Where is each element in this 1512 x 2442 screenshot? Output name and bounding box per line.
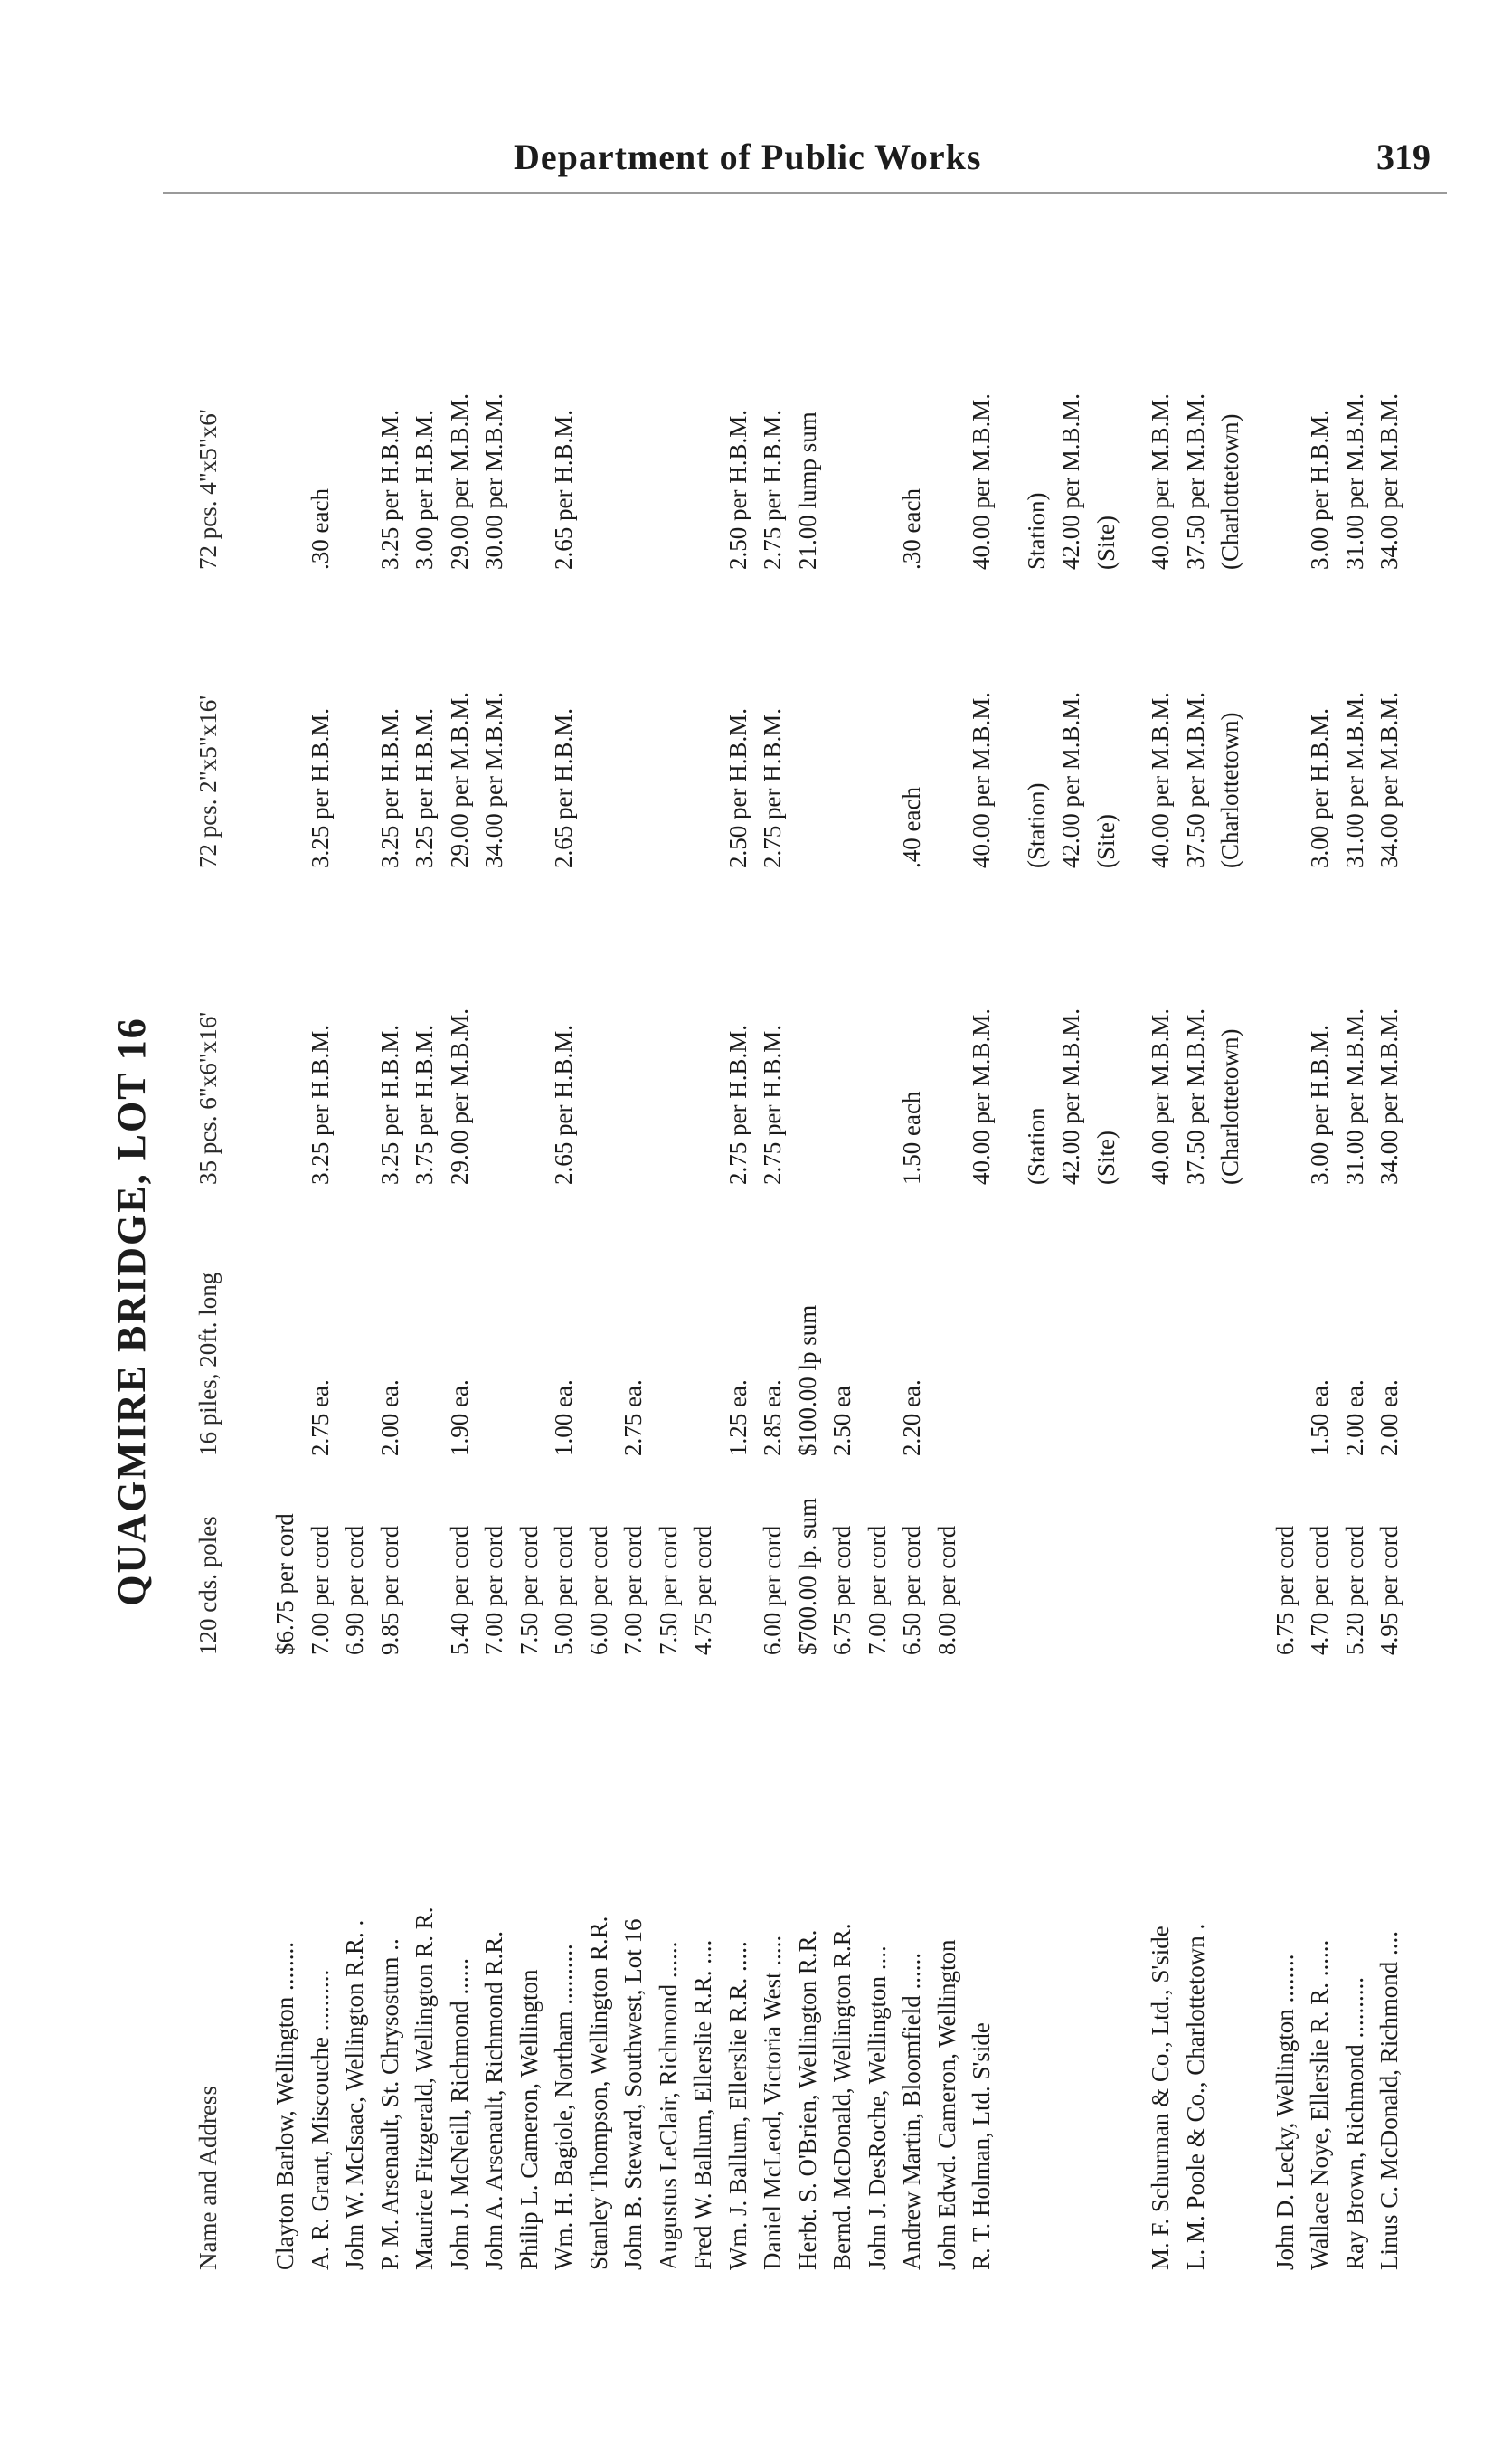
piles-price: 1.50 ea. bbox=[1306, 1379, 1333, 1456]
timber-6x6-price: 31.00 per M.B.M. bbox=[1340, 1008, 1368, 1185]
timber-6x6-price: 2.65 per H.B.M. bbox=[550, 1025, 577, 1185]
column-header-row bbox=[194, 317, 231, 2306]
supplier-name: Stanley Thompson, Wellington R.R. bbox=[584, 1916, 612, 2270]
timber-2x5-price: (Charlottetown) bbox=[1216, 712, 1243, 868]
timber-6x6-price: 1.50 each bbox=[898, 1091, 925, 1185]
poles-price: $700.00 lp. sum bbox=[793, 1497, 821, 1655]
timber-6x6-price: 40.00 per M.B.M. bbox=[968, 1008, 995, 1185]
supplier-name: Augustus LeClair, Richmond ...... bbox=[654, 1941, 682, 2270]
timber-2x5-price: 42.00 per M.B.M. bbox=[1057, 692, 1084, 868]
header-rule bbox=[163, 192, 1447, 194]
poles-price: 4.75 per cord bbox=[689, 1525, 716, 1655]
timber-6x6-price: (Site) bbox=[1091, 1131, 1120, 1185]
table-row bbox=[376, 317, 405, 2306]
timber-2x5-price: (Site) bbox=[1091, 814, 1120, 868]
tender-table-rotated bbox=[109, 317, 1465, 2306]
supplier-name: Fred W. Ballum, Ellerslie R.R. .... bbox=[689, 1939, 716, 2270]
poles-price: 7.00 per cord bbox=[480, 1525, 507, 1655]
supplier-name: John J. McNeill, Richmond ...... bbox=[445, 1958, 473, 2270]
column-header-piles: 16 piles, 20ft. long bbox=[194, 1272, 222, 1456]
timber-2x5-price: 40.00 per M.B.M. bbox=[968, 692, 995, 868]
timber-4x5-price: (Charlottetown) bbox=[1216, 413, 1243, 570]
timber-6x6-price: 29.00 per M.B.M. bbox=[445, 1008, 473, 1185]
timber-6x6-price: 40.00 per M.B.M. bbox=[1147, 1008, 1174, 1185]
table-row bbox=[411, 317, 439, 2306]
timber-4x5-price: 2.65 per H.B.M. bbox=[550, 410, 577, 570]
supplier-name: John B. Steward, Southwest, Lot 16 bbox=[619, 1918, 647, 2270]
table-row bbox=[307, 317, 335, 2306]
timber-4x5-price: 3.00 per H.B.M. bbox=[411, 410, 438, 570]
table-row bbox=[341, 317, 370, 2306]
piles-price: 2.75 ea. bbox=[619, 1379, 647, 1456]
supplier-name: L. M. Poole & Co., Charlottetown . bbox=[1181, 1923, 1209, 2270]
timber-2x5-price: 31.00 per M.B.M. bbox=[1340, 692, 1368, 868]
table-row bbox=[1023, 317, 1052, 2306]
timber-6x6-price: 3.00 per H.B.M. bbox=[1306, 1025, 1333, 1185]
table-row bbox=[1306, 317, 1335, 2306]
timber-6x6-price: (Station bbox=[1022, 1107, 1050, 1185]
poles-price: 6.50 per cord bbox=[898, 1525, 925, 1655]
timber-4x5-price: Station) bbox=[1022, 492, 1050, 570]
supplier-name: Andrew Martin, Bloomfield ...... bbox=[898, 1953, 925, 2270]
timber-4x5-price: 40.00 per M.B.M. bbox=[968, 393, 995, 570]
table-title: QUAGMIRE BRIDGE, LOT 16 bbox=[109, 1017, 154, 1606]
poles-price: 5.20 per cord bbox=[1340, 1525, 1368, 1655]
piles-price: 2.00 ea. bbox=[1340, 1379, 1368, 1456]
timber-2x5-price: 3.25 per H.B.M. bbox=[411, 708, 438, 868]
table-row bbox=[619, 317, 648, 2306]
supplier-name: John A. Arsenault, Richmond R.R. bbox=[480, 1930, 507, 2270]
timber-6x6-price: 42.00 per M.B.M. bbox=[1057, 1008, 1084, 1185]
table-row bbox=[480, 317, 509, 2306]
table-row bbox=[968, 317, 997, 2306]
supplier-name: John W. McIsaac, Wellington R.R. . bbox=[341, 1919, 368, 2270]
column-header-2x5: 72 pcs. 2"x5"x16' bbox=[194, 695, 222, 868]
timber-6x6-price: 2.75 per H.B.M. bbox=[759, 1025, 786, 1185]
timber-6x6-price: 37.50 per M.B.M. bbox=[1181, 1008, 1209, 1185]
supplier-name: Philip L. Cameron, Wellington bbox=[515, 1969, 543, 2270]
poles-price: 7.00 per cord bbox=[619, 1525, 647, 1655]
table-row bbox=[655, 317, 684, 2306]
supplier-name: John D. Lecky, Wellington ........ bbox=[1271, 1954, 1299, 2270]
supplier-name: John Edwd. Cameron, Wellington bbox=[932, 1939, 960, 2270]
timber-6x6-price: 3.25 per H.B.M. bbox=[306, 1025, 334, 1185]
poles-price: 4.95 per cord bbox=[1375, 1525, 1403, 1655]
timber-4x5-price: 31.00 per M.B.M. bbox=[1340, 393, 1368, 570]
timber-4x5-price: (Site) bbox=[1091, 516, 1120, 570]
table-row bbox=[1216, 317, 1245, 2306]
timber-2x5-price: 34.00 per M.B.M. bbox=[480, 692, 507, 868]
supplier-name: P. M. Arsenault, St. Chrysostum .. bbox=[375, 1938, 403, 2270]
timber-2x5-price: (Station) bbox=[1022, 782, 1050, 868]
timber-6x6-price: 3.25 per H.B.M. bbox=[375, 1025, 403, 1185]
piles-price: 1.90 ea. bbox=[445, 1379, 473, 1456]
table-row bbox=[1271, 317, 1300, 2306]
poles-price: 5.40 per cord bbox=[445, 1525, 473, 1655]
timber-4x5-price: .30 each bbox=[898, 488, 925, 570]
timber-4x5-price: 2.75 per H.B.M. bbox=[759, 410, 786, 570]
timber-4x5-price: 29.00 per M.B.M. bbox=[445, 393, 473, 570]
piles-price: 2.50 ea bbox=[828, 1386, 855, 1456]
supplier-name: Daniel McLeod, Victoria West ..... bbox=[759, 1935, 786, 2270]
column-header-poles: 120 cds. poles bbox=[194, 1516, 222, 1655]
column-header-6x6: 35 pcs. 6"x6"x16' bbox=[194, 1011, 222, 1185]
column-header-4x5: 72 pcs. 4"x5"x6' bbox=[194, 409, 222, 570]
poles-price: 7.50 per cord bbox=[654, 1525, 682, 1655]
timber-2x5-price: 2.50 per H.B.M. bbox=[723, 708, 751, 868]
supplier-name: Linus C. McDonald, Richmond .... bbox=[1375, 1931, 1403, 2270]
table-row bbox=[1147, 317, 1176, 2306]
poles-price: $6.75 per cord bbox=[271, 1513, 298, 1655]
timber-4x5-price: 37.50 per M.B.M. bbox=[1181, 393, 1209, 570]
poles-price: 6.00 per cord bbox=[584, 1525, 612, 1655]
table-row bbox=[898, 317, 927, 2306]
supplier-name: Maurice Fitzgerald, Wellington R. R. bbox=[411, 1907, 438, 2270]
piles-price: $100.00 lp sum bbox=[793, 1304, 821, 1456]
poles-price: 7.50 per cord bbox=[515, 1525, 543, 1655]
supplier-name: Herbt. S. O'Brien, Wellington R.R. bbox=[793, 1929, 821, 2270]
timber-2x5-price: 29.00 per M.B.M. bbox=[445, 692, 473, 868]
timber-4x5-price: 34.00 per M.B.M. bbox=[1375, 393, 1403, 570]
piles-price: 2.75 ea. bbox=[306, 1379, 334, 1456]
poles-price: 7.00 per cord bbox=[306, 1525, 334, 1655]
timber-2x5-price: 40.00 per M.B.M. bbox=[1147, 692, 1174, 868]
piles-price: 1.25 ea. bbox=[723, 1379, 751, 1456]
piles-price: 2.85 ea. bbox=[759, 1379, 786, 1456]
supplier-name: Clayton Barlow, Wellington ........ bbox=[271, 1941, 298, 2270]
timber-4x5-price: 30.00 per M.B.M. bbox=[480, 393, 507, 570]
table-row bbox=[271, 317, 300, 2306]
timber-4x5-price: 3.25 per H.B.M. bbox=[375, 410, 403, 570]
poles-price: 9.85 per cord bbox=[375, 1525, 403, 1655]
timber-6x6-price: 3.75 per H.B.M. bbox=[411, 1025, 438, 1185]
timber-4x5-price: 40.00 per M.B.M. bbox=[1147, 393, 1174, 570]
piles-price: 1.00 ea. bbox=[550, 1379, 577, 1456]
timber-2x5-price: 3.25 per H.B.M. bbox=[306, 708, 334, 868]
table-row bbox=[724, 317, 753, 2306]
timber-2x5-price: 2.75 per H.B.M. bbox=[759, 708, 786, 868]
table-row bbox=[550, 317, 579, 2306]
table-row bbox=[794, 317, 823, 2306]
table-row bbox=[1057, 317, 1086, 2306]
poles-price: 5.00 per cord bbox=[550, 1525, 577, 1655]
supplier-name: M. F. Schurman & Co., Ltd., S'side bbox=[1147, 1926, 1174, 2270]
supplier-name: Ray Brown, Richmond .......... bbox=[1340, 1977, 1368, 2270]
supplier-name: Wm. H. Bagiole, Northam .......... bbox=[550, 1944, 577, 2270]
poles-price: 6.75 per cord bbox=[828, 1525, 855, 1655]
piles-price: 2.00 ea. bbox=[1375, 1379, 1403, 1456]
timber-2x5-price: 34.00 per M.B.M. bbox=[1375, 692, 1403, 868]
table-row bbox=[933, 317, 962, 2306]
table-row bbox=[1375, 317, 1404, 2306]
page-header bbox=[0, 136, 1512, 190]
supplier-name: Wm. J. Ballum, Ellerslie R.R. ..... bbox=[723, 1941, 751, 2270]
table-row bbox=[515, 317, 544, 2306]
timber-6x6-price: 2.75 per H.B.M. bbox=[723, 1025, 751, 1185]
timber-4x5-price: 3.00 per H.B.M. bbox=[1306, 410, 1333, 570]
supplier-name: Wallace Noye, Ellerslie R. R. ...... bbox=[1306, 1939, 1333, 2270]
poles-price: 6.75 per cord bbox=[1271, 1525, 1299, 1655]
poles-price: 6.00 per cord bbox=[759, 1525, 786, 1655]
supplier-name: Bernd. McDonald, Wellington R.R. bbox=[828, 1923, 855, 2270]
supplier-name: R. T. Holman, Ltd. S'side bbox=[968, 2022, 995, 2270]
timber-4x5-price: 42.00 per M.B.M. bbox=[1057, 393, 1084, 570]
supplier-name: A. R. Grant, Miscouche .......... bbox=[306, 1969, 334, 2270]
department-heading: Department of Public Works bbox=[514, 137, 982, 177]
timber-4x5-price: 21.00 lump sum bbox=[793, 412, 821, 570]
timber-2x5-price: .40 each bbox=[898, 787, 925, 868]
supplier-name: John J. DesRoche, Wellington .... bbox=[863, 1945, 891, 2270]
poles-price: 7.00 per cord bbox=[863, 1525, 891, 1655]
column-header-name: Name and Address bbox=[194, 2086, 222, 2270]
timber-4x5-price: .30 each bbox=[306, 488, 334, 570]
piles-price: 2.00 ea. bbox=[375, 1379, 403, 1456]
table-row bbox=[864, 317, 893, 2306]
poles-price: 4.70 per cord bbox=[1306, 1525, 1333, 1655]
timber-6x6-price: (Charlottetown) bbox=[1216, 1028, 1243, 1185]
page-number: 319 bbox=[1376, 137, 1431, 177]
table-row bbox=[689, 317, 718, 2306]
table-row bbox=[828, 317, 857, 2306]
poles-price: 8.00 per cord bbox=[932, 1525, 960, 1655]
timber-2x5-price: 2.65 per H.B.M. bbox=[550, 708, 577, 868]
table-row bbox=[759, 317, 788, 2306]
timber-2x5-price: 3.00 per H.B.M. bbox=[1306, 708, 1333, 868]
table-row bbox=[446, 317, 475, 2306]
table-row bbox=[1092, 317, 1121, 2306]
timber-4x5-price: 2.50 per H.B.M. bbox=[723, 410, 751, 570]
timber-2x5-price: 37.50 per M.B.M. bbox=[1181, 692, 1209, 868]
table-row bbox=[1341, 317, 1370, 2306]
poles-price: 6.90 per cord bbox=[341, 1525, 368, 1655]
timber-6x6-price: 34.00 per M.B.M. bbox=[1375, 1008, 1403, 1185]
table-row bbox=[585, 317, 614, 2306]
table-row bbox=[1182, 317, 1211, 2306]
timber-2x5-price: 3.25 per H.B.M. bbox=[375, 708, 403, 868]
piles-price: 2.20 ea. bbox=[898, 1379, 925, 1456]
